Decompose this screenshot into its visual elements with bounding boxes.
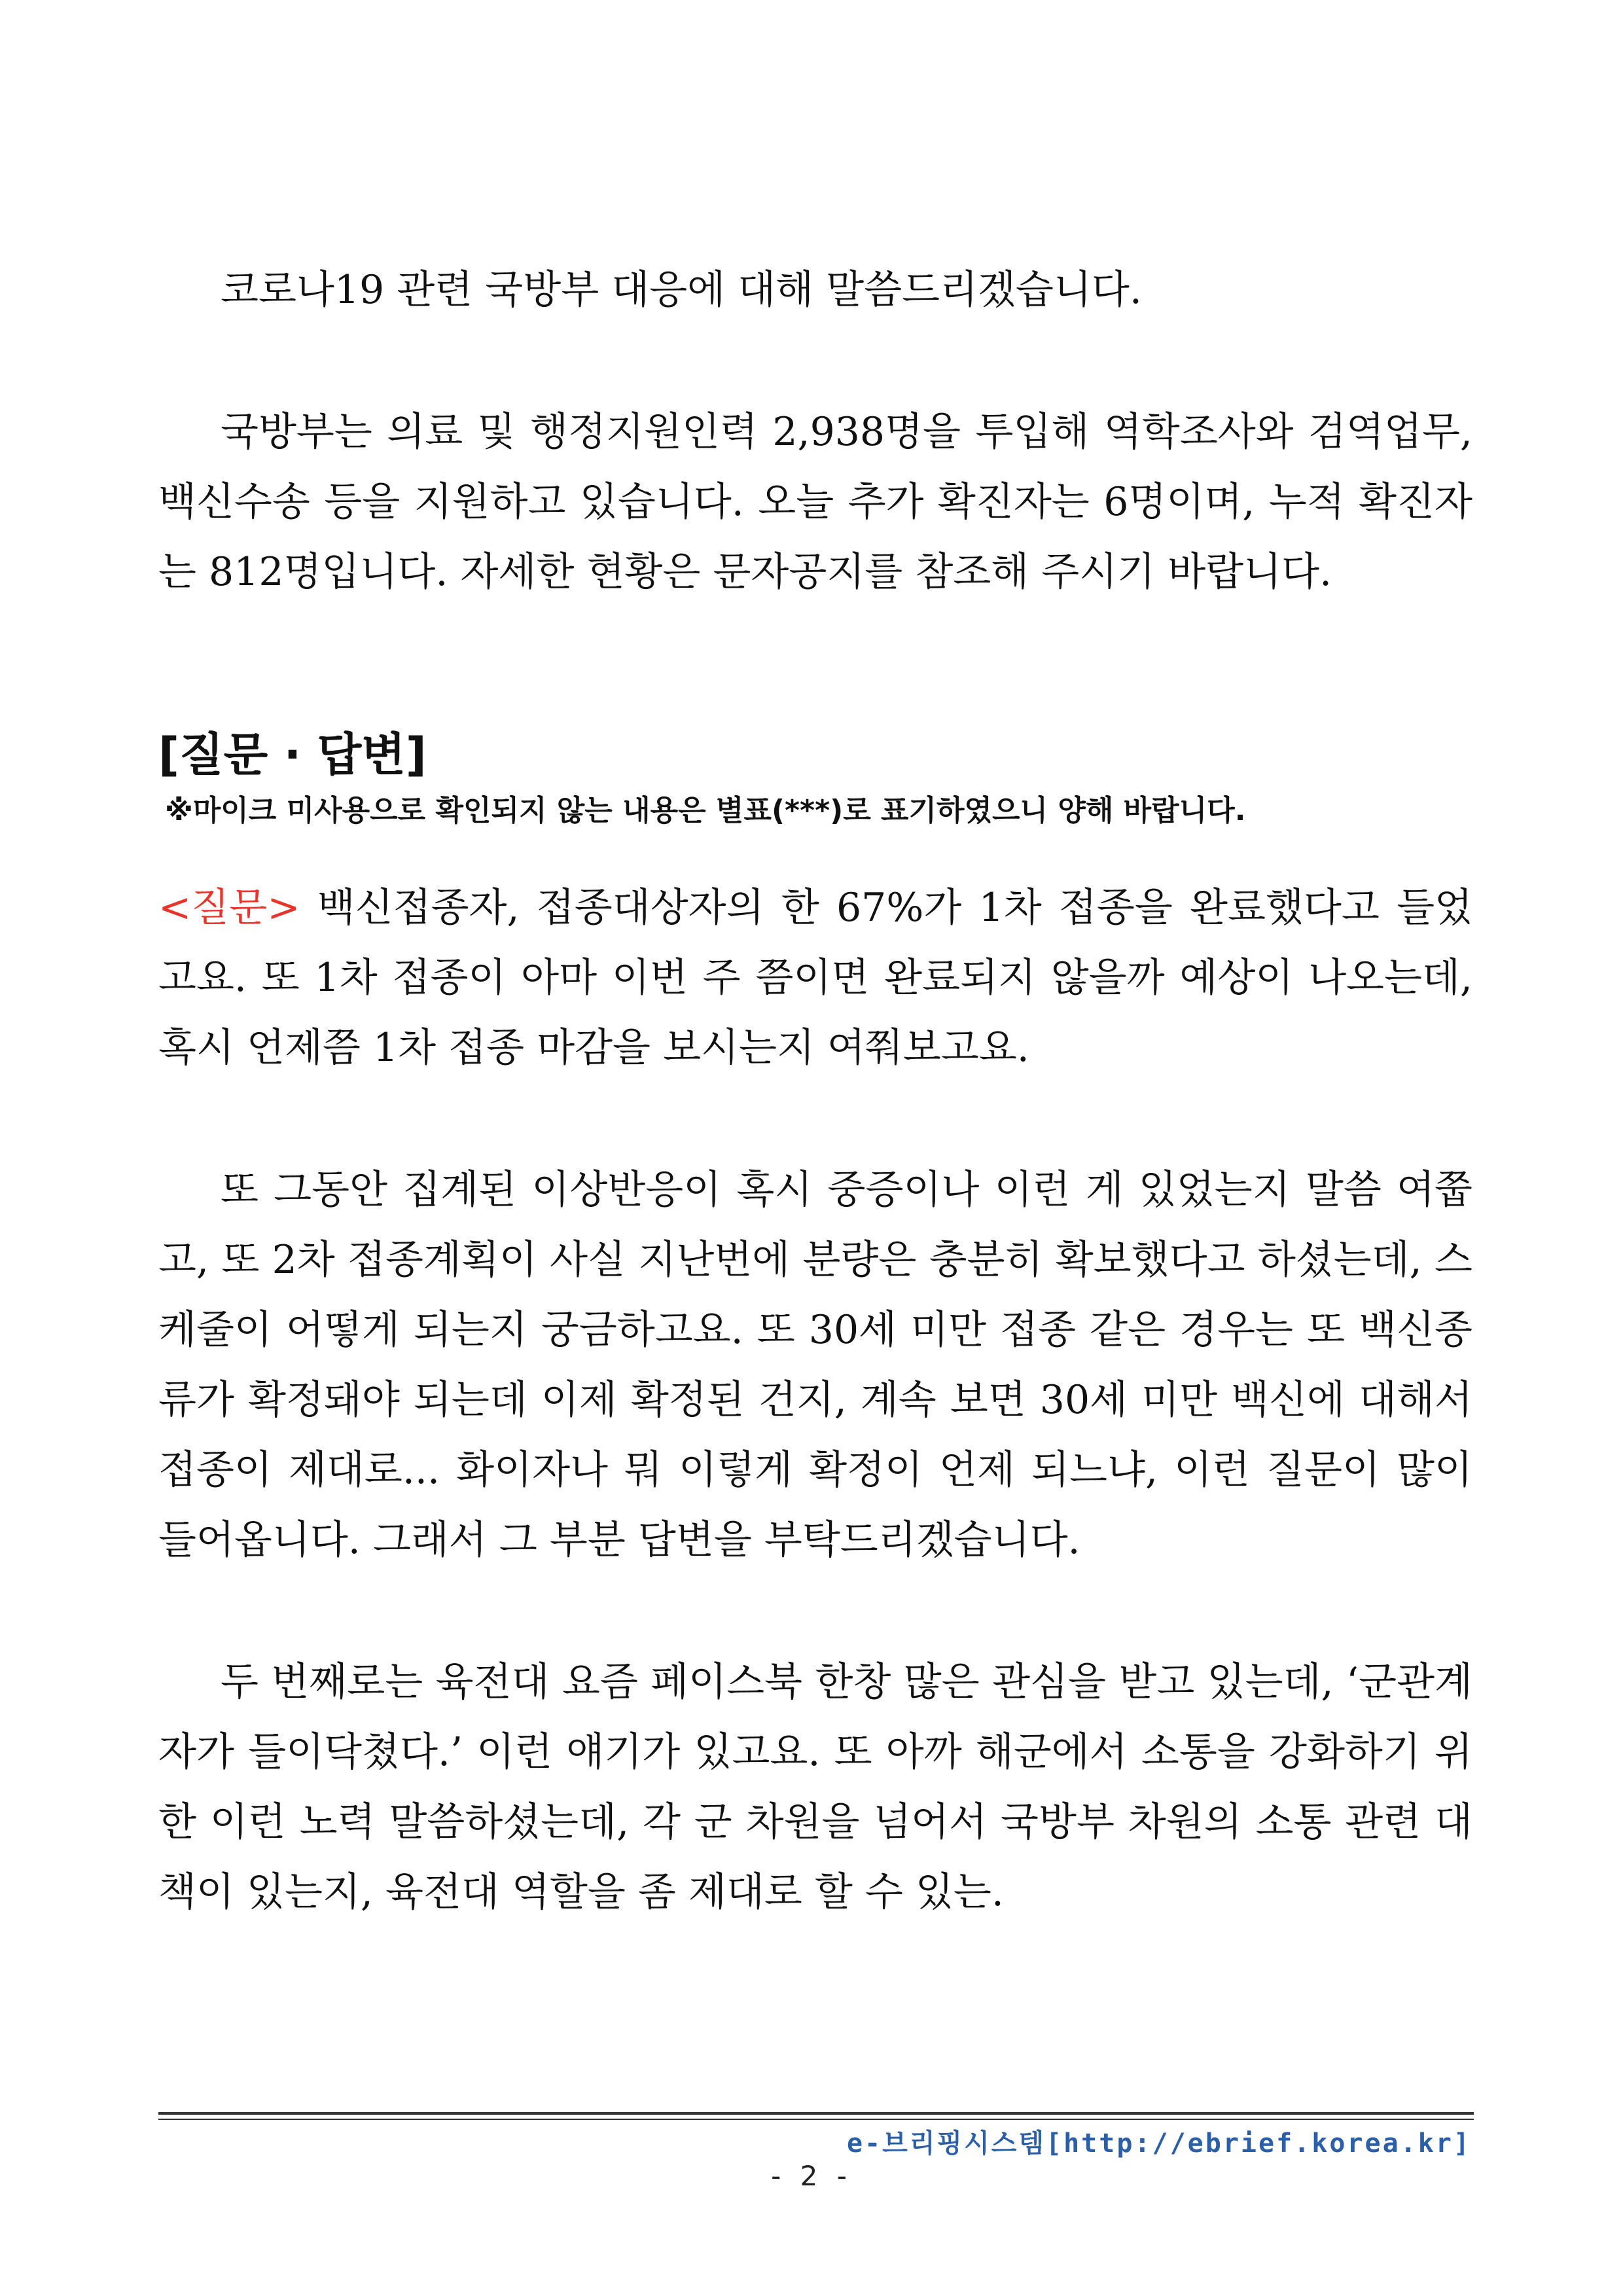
question-text-1: 백신접종자, 접종대상자의 한 67%가 1차 접종을 완료했다고 들었고요. 또 1차 접종이 아마 이번 주 쯤이면 완료되지 않을까 예상이 나오는데, 혹시 언제쯤 1차 접종 마감을 보시는지 여쭤보고요. bbox=[158, 885, 1472, 1071]
question-paragraph-1 bbox=[158, 873, 1472, 1083]
footer-divider bbox=[158, 2112, 1474, 2120]
footer-brand-link[interactable]: e-브리핑시스템[http://ebrief.korea.kr] bbox=[847, 2128, 1471, 2159]
question-paragraph-3: 두 번째로는 육전대 요즘 페이스북 한창 많은 관심을 받고 있는데, ‘군관계자가 들이닥쳤다.’ 이런 얘기가 있고요. 또 아까 해군에서 소통을 강화하기 위한 이런 노력 말씀하셨는데, 각 군 차원을 넘어서 국방부 차원의 소통 관련 대책이 있는지, 육전대 역할을 좀 제대로 할 수 있는. bbox=[158, 1659, 1472, 1915]
question-paragraph-2: 또 그동안 집계된 이상반응이 혹시 중증이나 이런 게 있었는지 말씀 여쭙고, 또 2차 접종계획이 사실 지난번에 분량은 충분히 확보했다고 하셨는데, 스케줄이 어떻게 되는지 궁금하고요. 또 30세 미만 접종 같은 경우는 또 백신종류가 확정돼야 되는데 이제 확정된 건지, 계속 보면 30세 미만 백신에 대해서 접종이 제대로... 화이자나 뭐 이렇게 확정이 언제 되느냐, 이런 질문이 많이 들어옵니다. 그래서 그 부분 답변을 부탁드리겠습니다. bbox=[158, 1167, 1472, 1563]
status-paragraph: 국방부는 의료 및 행정지원인력 2,938명을 투입해 역학조사와 검역업무, 백신수송 등을 지원하고 있습니다. 오늘 추가 확진자는 6명이며, 누적 확진자는 812명입니다. 자세한 현황은 문자공지를 참조해 주시기 바랍니다. bbox=[158, 409, 1472, 595]
page-number: - 2 - bbox=[771, 2160, 852, 2192]
qa-note: ※마이크 미사용으로 확인되지 않는 내용은 별표(***)로 표기하였으니 양해 바랍니다. bbox=[165, 794, 1246, 827]
document-body bbox=[158, 255, 1472, 1928]
qa-heading: [질문 · 답변] bbox=[158, 728, 427, 781]
question-label: <질문> bbox=[158, 885, 300, 931]
intro-paragraph: 코로나19 관련 국방부 대응에 대해 말씀드리겠습니다. bbox=[221, 267, 1142, 313]
